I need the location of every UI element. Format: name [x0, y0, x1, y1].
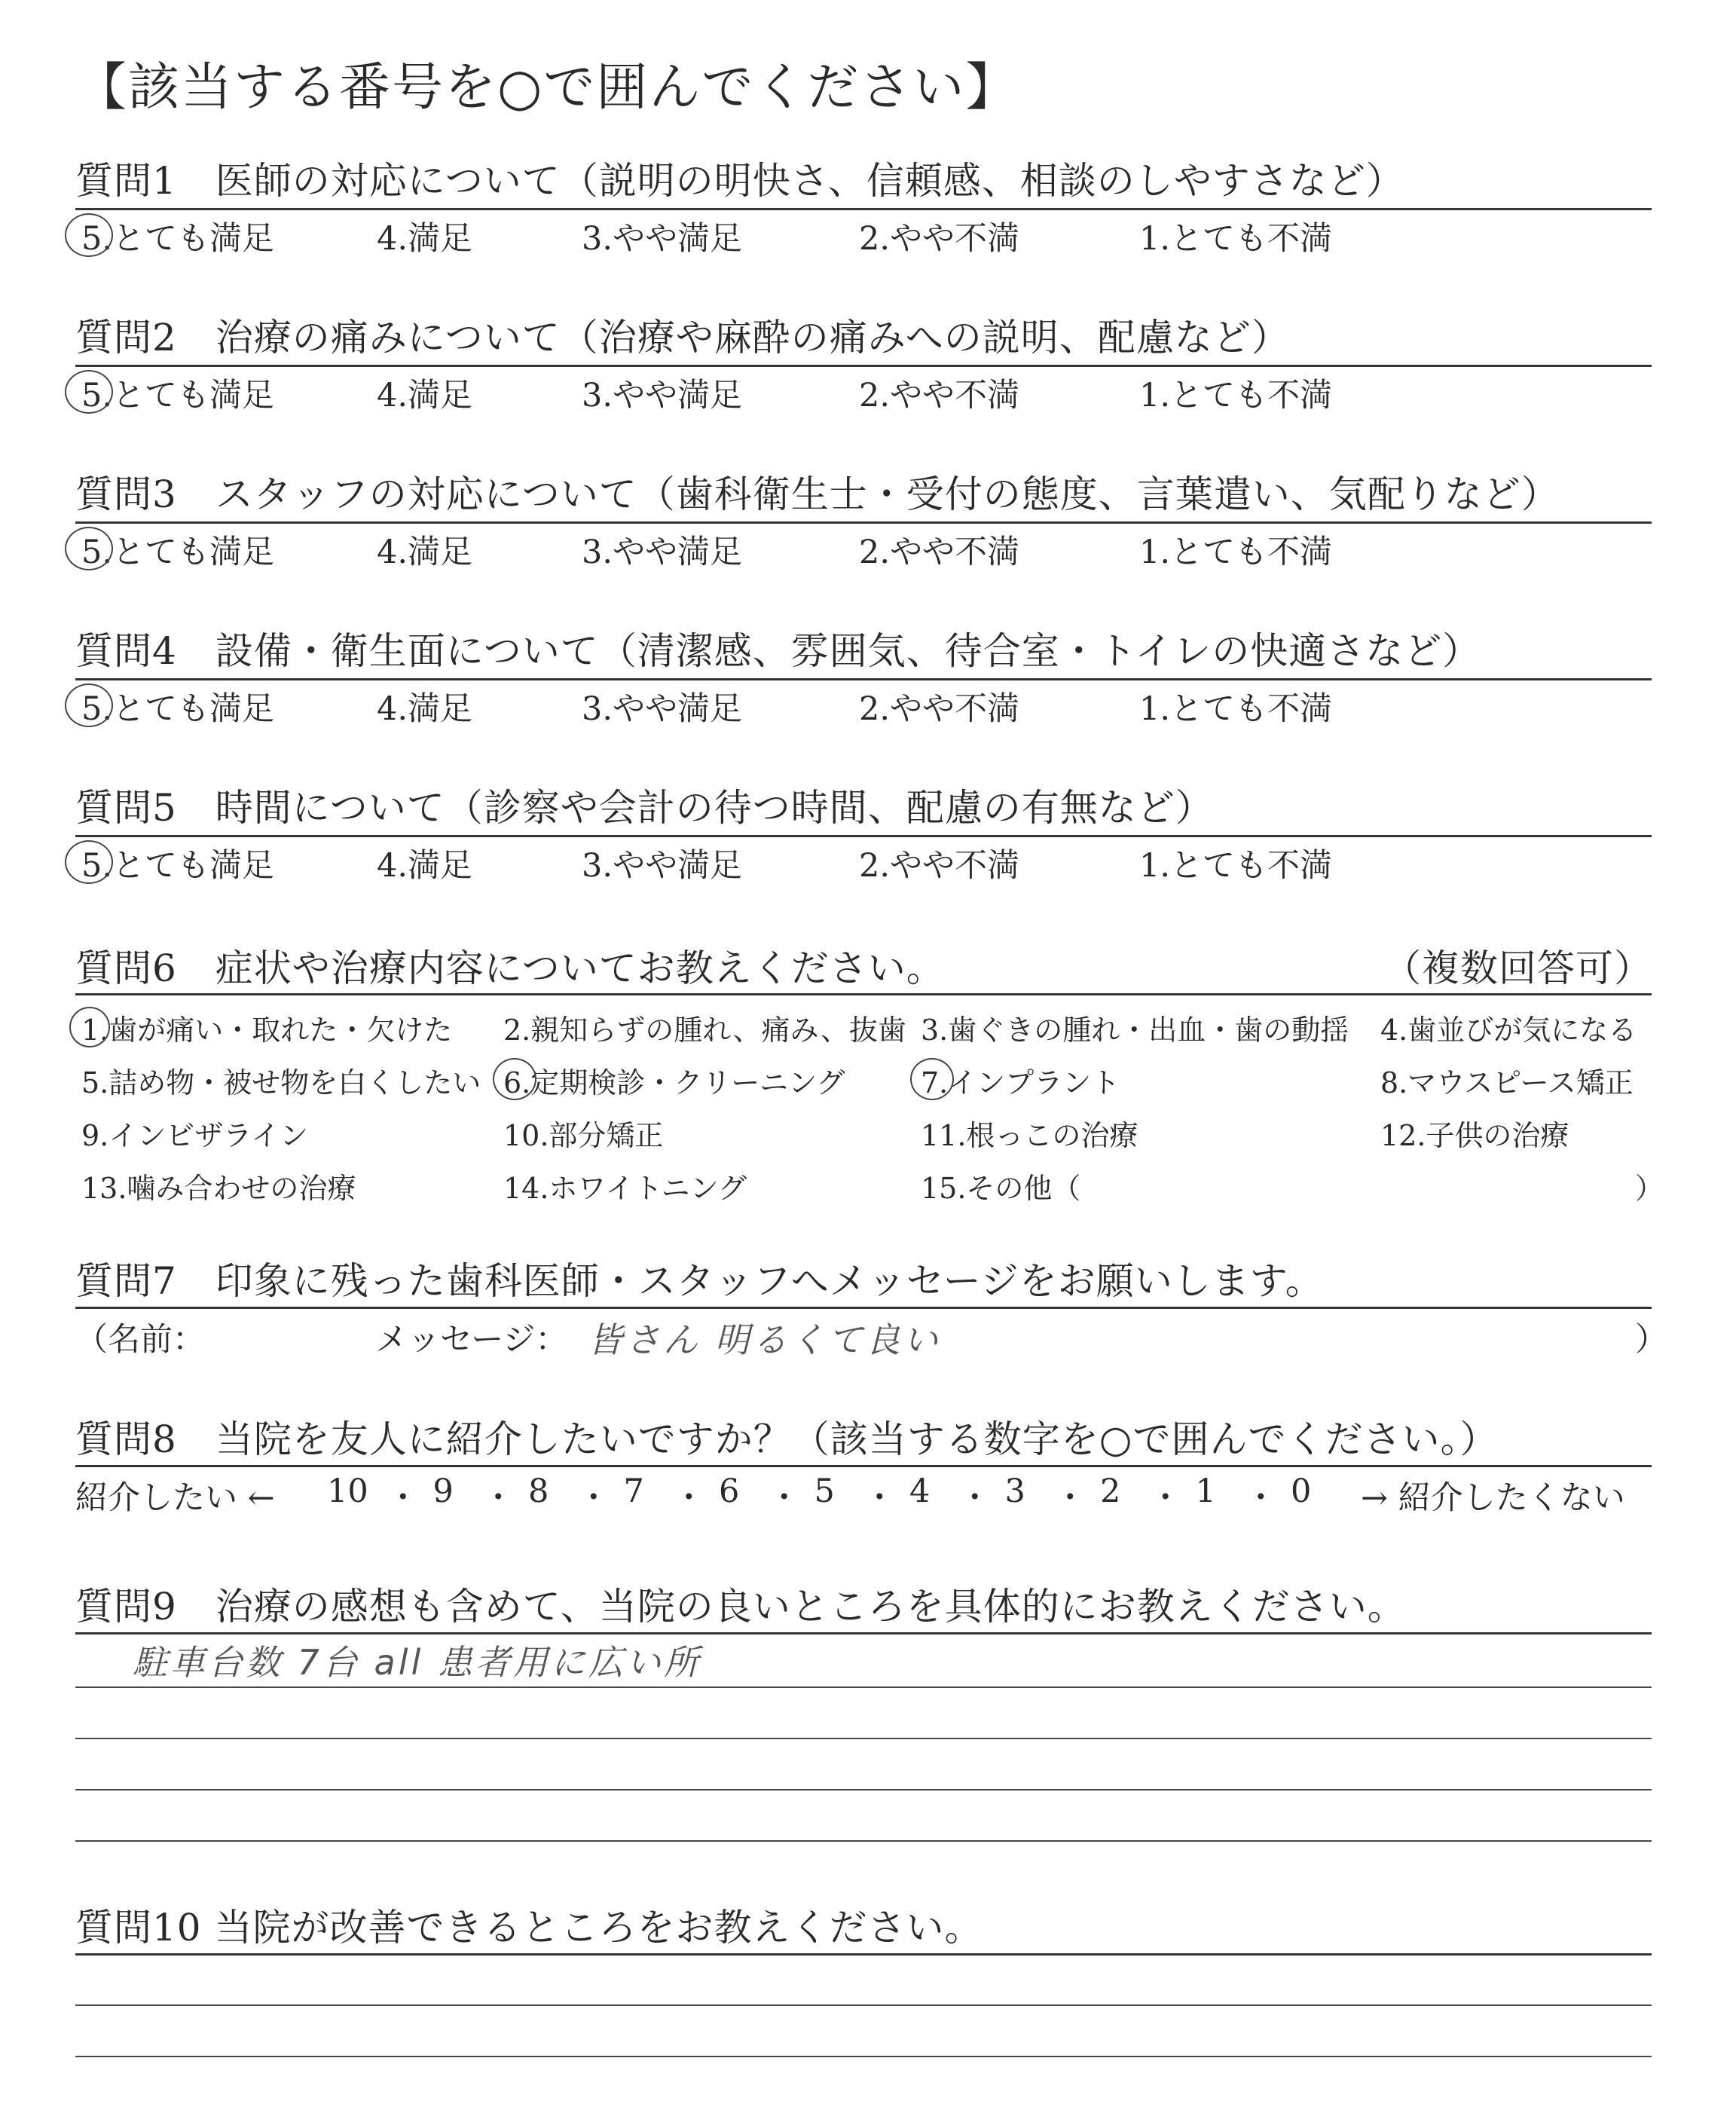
recommend-label: 紹介したい ←: [75, 1479, 275, 1517]
scale-separator: ・: [481, 1479, 515, 1517]
divider: [75, 1307, 1652, 1309]
scale-separator: ・: [672, 1479, 705, 1517]
form-heading: 【該当する番号を○で囲んでください】: [75, 58, 1019, 118]
scale-number[interactable]: 7: [623, 1472, 644, 1510]
selected-circle-mark: [493, 1058, 536, 1100]
selected-circle-mark: [65, 683, 113, 727]
selected-circle-mark: [65, 370, 113, 414]
answer-line: [75, 1840, 1652, 1842]
option-2[interactable]: 2.やや不満: [859, 377, 1020, 414]
option-5[interactable]: 5.とても満足: [81, 847, 275, 885]
option-2[interactable]: 2.やや不満: [859, 690, 1020, 728]
divider: [75, 835, 1652, 837]
divider: [75, 993, 1652, 995]
option-5[interactable]: 5.とても満足: [81, 534, 275, 571]
question-10-title: 質問10 当院が改善できるところをお教えください。: [75, 1906, 983, 1949]
option-5[interactable]: 5.とても満足: [81, 377, 275, 414]
scale-number[interactable]: 3: [1004, 1472, 1025, 1510]
q6-option-2[interactable]: 2.親知らずの腫れ、痛み、抜歯: [503, 1014, 906, 1047]
handwritten-answer: 駐車台数 7台 all 患者用に広い所: [133, 1642, 701, 1683]
q6-option-10[interactable]: 10.部分矯正: [503, 1119, 664, 1152]
option-4[interactable]: 4.満足: [377, 690, 473, 728]
close-paren: ）: [1635, 1321, 1667, 1359]
q6-option-5[interactable]: 5.詰め物・被せ物を白くしたい: [81, 1066, 481, 1099]
scale-separator: ・: [577, 1479, 610, 1517]
option-4[interactable]: 4.満足: [377, 847, 473, 885]
divider: [75, 1632, 1652, 1634]
scale-separator: ・: [958, 1479, 992, 1517]
scale-number[interactable]: 8: [528, 1472, 549, 1510]
answer-line: [75, 2004, 1652, 2006]
scale-separator: ・: [387, 1479, 420, 1517]
answer-line: [75, 1686, 1652, 1688]
option-5[interactable]: 5.とても満足: [81, 220, 275, 258]
scale-separator: ・: [1149, 1479, 1182, 1517]
selected-circle-mark: [910, 1058, 954, 1100]
q6-option-9[interactable]: 9.インビザライン: [81, 1119, 309, 1152]
question-9-title: 質問9 治療の感想も含めて、当院の良いところを具体的にお教えください。: [75, 1585, 1406, 1628]
option-4[interactable]: 4.満足: [377, 377, 473, 414]
q6-option-15[interactable]: 15.その他（: [921, 1172, 1081, 1205]
selected-circle-mark: [69, 1007, 110, 1047]
scale-number[interactable]: 6: [719, 1472, 740, 1510]
option-3[interactable]: 3.やや満足: [582, 690, 743, 728]
option-1[interactable]: 1.とても不満: [1139, 220, 1333, 258]
option-2[interactable]: 2.やや不満: [859, 534, 1020, 571]
selected-circle-mark: [65, 213, 113, 257]
name-label: （名前：: [75, 1321, 205, 1359]
answer-line: [75, 2056, 1652, 2057]
scale-separator: ・: [768, 1479, 801, 1517]
scale-separator: ・: [863, 1479, 896, 1517]
question-6-title: 質問6 症状や治療内容についてお教えください。: [75, 946, 945, 990]
question-3-title: 質問3 スタッフの対応について（歯科衛生士・受付の態度、言葉遣い、気配りなど）: [75, 472, 1560, 516]
scale-number[interactable]: 10: [327, 1472, 368, 1510]
option-3[interactable]: 3.やや満足: [582, 220, 743, 258]
q6-option-4[interactable]: 4.歯並びが気になる: [1380, 1014, 1637, 1047]
option-4[interactable]: 4.満足: [377, 534, 473, 571]
question-1-title: 質問1 医師の対応について（説明の明快さ、信頼感、相談のしやすさなど）: [75, 159, 1404, 203]
question-7-title: 質問7 印象に残った歯科医師・スタッフへメッセージをお願いします。: [75, 1259, 1324, 1303]
q6-option-6[interactable]: 6.定期検診・クリーニング: [503, 1066, 845, 1099]
scale-separator: ・: [1053, 1479, 1087, 1517]
divider: [75, 1953, 1652, 1956]
option-5[interactable]: 5.とても満足: [81, 690, 275, 728]
question-5-title: 質問5 時間について（診察や会計の待つ時間、配慮の有無など）: [75, 786, 1214, 830]
divider: [75, 1465, 1652, 1467]
q6-option-3[interactable]: 3.歯ぐきの腫れ・出血・歯の動揺: [921, 1014, 1349, 1047]
selected-circle-mark: [65, 840, 113, 884]
q6-option-1[interactable]: 1.歯が痛い・取れた・欠けた: [81, 1014, 453, 1047]
divider: [75, 678, 1652, 680]
scale-number[interactable]: 5: [814, 1472, 835, 1510]
option-2[interactable]: 2.やや不満: [859, 847, 1020, 885]
selected-circle-mark: [65, 527, 113, 570]
scale-separator: ・: [1244, 1479, 1277, 1517]
not-recommend-label: → 紹介したくない: [1361, 1479, 1625, 1517]
question-8-title: 質問8 当院を友人に紹介したいですか？（該当する数字を○で囲んでください。）: [75, 1417, 1499, 1461]
q6-option-12[interactable]: 12.子供の治療: [1380, 1119, 1569, 1152]
q6-option-7[interactable]: 7.インプラント: [921, 1066, 1120, 1099]
scale-number[interactable]: 9: [432, 1472, 454, 1510]
divider: [75, 521, 1652, 524]
scale-number[interactable]: 0: [1291, 1472, 1312, 1510]
answer-line: [75, 1738, 1652, 1739]
scale-number[interactable]: 2: [1100, 1472, 1121, 1510]
question-2-title: 質問2 治療の痛みについて（治療や麻酔の痛みへの説明、配慮など）: [75, 316, 1290, 359]
answer-line: [75, 1789, 1652, 1790]
option-1[interactable]: 1.とても不満: [1139, 847, 1333, 885]
divider: [75, 208, 1652, 210]
option-3[interactable]: 3.やや満足: [582, 377, 743, 414]
option-1[interactable]: 1.とても不満: [1139, 690, 1333, 728]
option-3[interactable]: 3.やや満足: [582, 534, 743, 571]
q6-option-11[interactable]: 11.根っこの治療: [921, 1119, 1138, 1152]
message-label: メッセージ：: [375, 1321, 568, 1359]
handwritten-message: 皆さん 明るくて良い: [588, 1320, 941, 1360]
option-1[interactable]: 1.とても不満: [1139, 534, 1333, 571]
divider: [75, 365, 1652, 367]
multiple-answer-note: （複数回答可）: [1383, 946, 1652, 990]
q6-option-13[interactable]: 13.噛み合わせの治療: [81, 1172, 356, 1205]
other-close-paren: ）: [1635, 1172, 1664, 1205]
scale-number[interactable]: 1: [1195, 1472, 1216, 1510]
q6-option-14[interactable]: 14.ホワイトニング: [503, 1172, 747, 1205]
option-3[interactable]: 3.やや満足: [582, 847, 743, 885]
option-1[interactable]: 1.とても不満: [1139, 377, 1333, 414]
scale-number[interactable]: 4: [909, 1472, 931, 1510]
q6-option-8[interactable]: 8.マウスピース矯正: [1380, 1066, 1634, 1099]
option-4[interactable]: 4.満足: [377, 220, 473, 258]
option-2[interactable]: 2.やや不満: [859, 220, 1020, 258]
question-4-title: 質問4 設備・衛生面について（清潔感、雰囲気、待合室・トイレの快適さなど）: [75, 629, 1481, 673]
